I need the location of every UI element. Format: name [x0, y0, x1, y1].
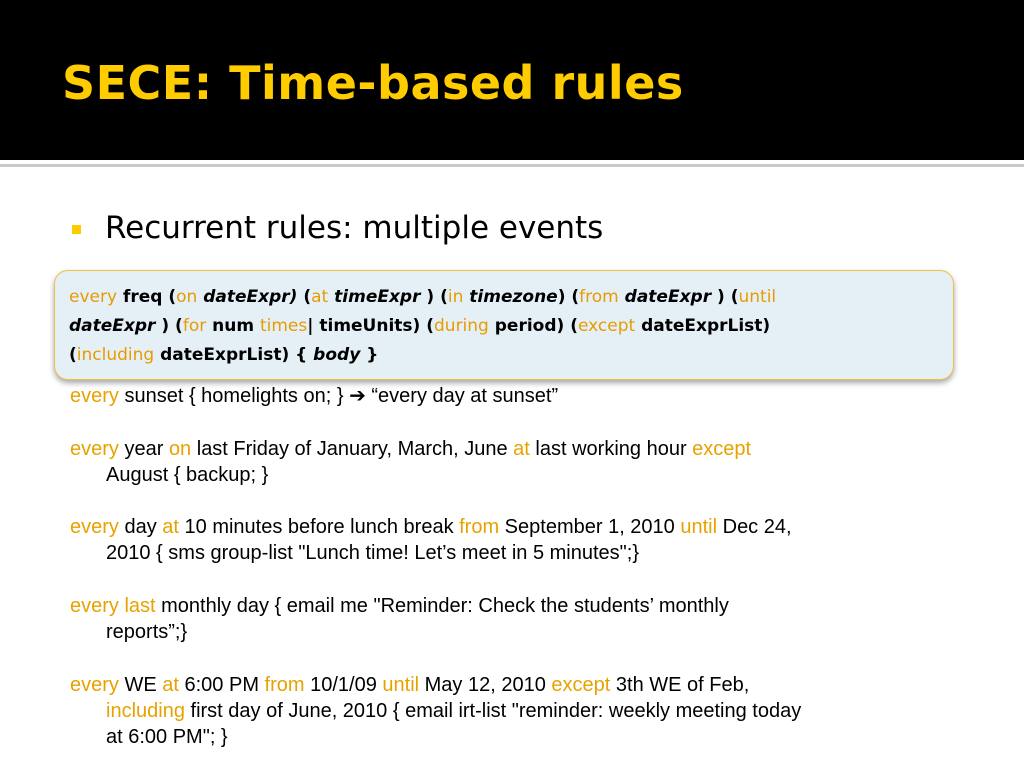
rule-term: Dec 24,: [717, 516, 792, 538]
keyword: in: [447, 287, 464, 307]
keyword: including: [106, 700, 185, 722]
rule-term: last Friday of January, March, June: [191, 438, 514, 460]
syntax-param: timezone: [463, 287, 558, 307]
example-line: [70, 436, 970, 462]
example-rule-4: [70, 593, 970, 645]
bullet-item: [72, 210, 603, 246]
example-line-continued: [70, 698, 970, 724]
rule-term: first day of June, 2010: [184, 700, 388, 722]
example-rule-5: [70, 672, 970, 750]
syntax-text: (: [69, 345, 77, 365]
example-line-continued: [70, 462, 970, 488]
keyword: at: [311, 287, 329, 307]
keyword: from: [459, 516, 500, 538]
syntax-param: dateExpr: [618, 287, 712, 307]
rule-term: September 1, 2010: [499, 516, 681, 538]
keyword: at: [162, 516, 179, 538]
rule-body: at 6:00 PM"; }: [106, 726, 228, 748]
syntax-text: ) (: [155, 316, 183, 336]
rule-term: August: [106, 464, 169, 486]
rule-body: { sms group-list "Lunch time! Let’s meet in 5 minutes";}: [150, 542, 639, 564]
keyword: until: [382, 674, 420, 696]
example-line-continued: [70, 540, 970, 566]
rule-body: { email me "Reminder: Check the students’ monthly: [268, 595, 729, 617]
example-line-continued: [70, 619, 970, 645]
syntax-text: }: [360, 345, 379, 365]
syntax-text: dateExprList) {: [154, 345, 314, 365]
keyword: at: [513, 438, 530, 460]
syntax-param: dateExpr): [197, 287, 298, 307]
rule-body: { homelights on; }: [183, 385, 350, 407]
square-bullet-icon: [72, 225, 81, 234]
keyword: at: [162, 674, 179, 696]
syntax-param: timeExpr: [328, 287, 421, 307]
syntax-line-2: [69, 312, 939, 341]
header-divider: [0, 164, 1024, 167]
keyword: except: [551, 674, 611, 696]
rule-term: 3th WE of Feb,: [610, 674, 750, 696]
keyword: every: [69, 287, 118, 307]
example-line-continued: [70, 724, 970, 750]
keyword: except: [692, 438, 752, 460]
rule-term: 2010: [106, 542, 151, 564]
syntax-line-3: [69, 341, 939, 370]
rule-term: 6:00 PM: [178, 674, 265, 696]
syntax-line-1: [69, 283, 939, 312]
rule-term: year: [118, 438, 169, 460]
syntax-text: ) (: [557, 287, 580, 307]
keyword: including: [76, 345, 155, 365]
rule-term: last working hour: [529, 438, 693, 460]
syntax-text: ) (: [420, 287, 448, 307]
example-line: [70, 593, 970, 619]
keyword: on: [176, 287, 198, 307]
keyword: every last: [70, 595, 156, 617]
rule-body: { backup; }: [168, 464, 269, 486]
example-line: [70, 672, 970, 698]
keyword: every: [70, 674, 119, 696]
syntax-param: dateExpr: [69, 316, 156, 336]
rule-term: sunset: [118, 385, 184, 407]
bullet-text: Recurrent rules: multiple events: [105, 210, 604, 246]
syntax-box: [54, 270, 954, 380]
syntax-text: ) (: [711, 287, 739, 307]
rule-description: “every day at sunset”: [365, 385, 559, 407]
keyword: every: [70, 438, 119, 460]
arrow-right-icon: ➔: [349, 385, 366, 407]
syntax-text: | timeUnits) (: [307, 316, 434, 336]
syntax-text: period) (: [488, 316, 578, 336]
slide-title: SECE: Time-based rules: [62, 56, 684, 110]
rule-term: May 12, 2010: [419, 674, 552, 696]
keyword: for: [182, 316, 207, 336]
rule-term: WE: [118, 674, 163, 696]
example-rule-2: [70, 436, 970, 488]
keyword: except: [577, 316, 636, 336]
syntax-param: body: [313, 345, 361, 365]
rule-body: { email irt-list "reminder: weekly meeting today: [387, 700, 802, 722]
keyword: times: [259, 316, 308, 336]
rule-term: 10/1/09: [304, 674, 383, 696]
keyword: from: [579, 287, 619, 307]
rule-term: 10 minutes before lunch break: [178, 516, 460, 538]
example-line: [70, 514, 970, 540]
example-line: [70, 383, 970, 409]
syntax-text: num: [206, 316, 260, 336]
rule-term: day: [118, 516, 163, 538]
keyword: on: [168, 438, 192, 460]
syntax-text: freq (: [117, 287, 177, 307]
rule-term: monthly day: [155, 595, 269, 617]
example-rule-3: [70, 514, 970, 566]
syntax-text: dateExprList): [635, 316, 771, 336]
keyword: every: [70, 385, 119, 407]
keyword: every: [70, 516, 119, 538]
keyword: until: [680, 516, 718, 538]
rule-body: reports”;}: [106, 621, 188, 643]
keyword: until: [738, 287, 777, 307]
slide-header: [0, 0, 1024, 160]
keyword: from: [264, 674, 305, 696]
syntax-text: (: [297, 287, 312, 307]
keyword: during: [434, 316, 489, 336]
example-rule-1: [70, 383, 970, 409]
